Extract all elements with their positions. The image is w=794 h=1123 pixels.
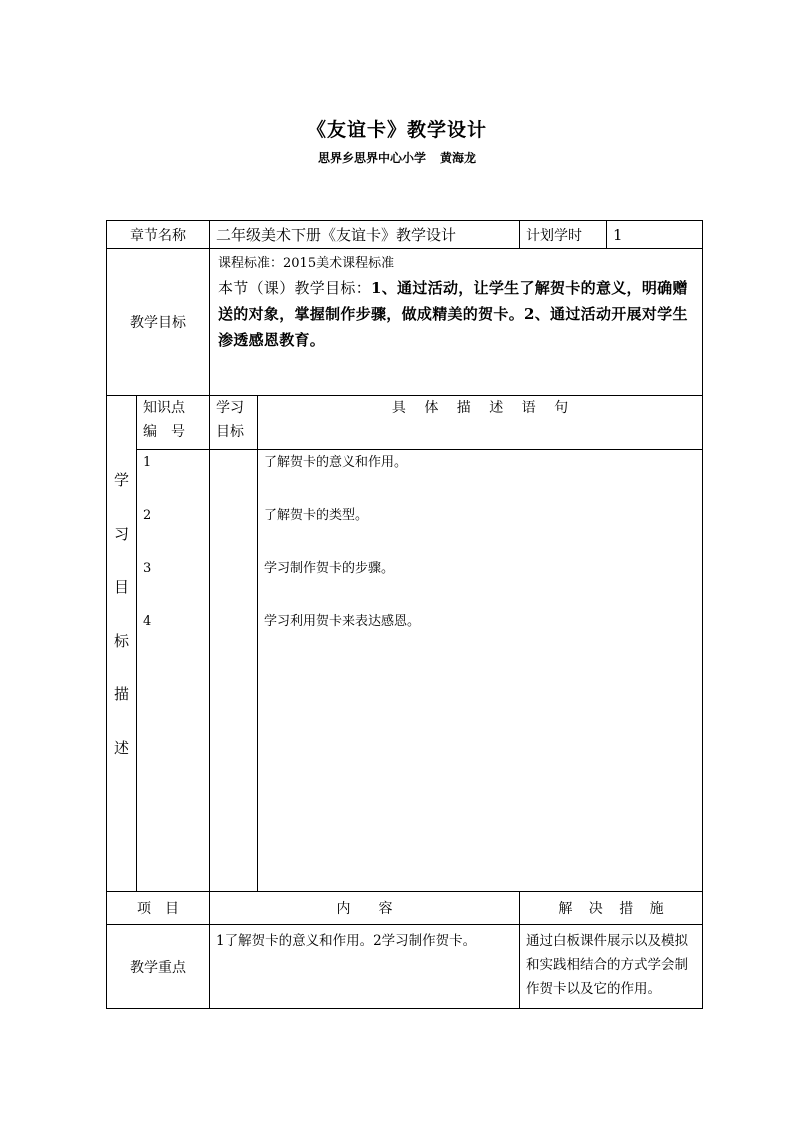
key-points-row	[107, 925, 703, 1009]
objectives-lead: 本节（课）教学目标：	[218, 279, 372, 297]
goal-column	[210, 450, 258, 892]
point-number: 1	[143, 455, 152, 470]
side-char: 习	[113, 524, 129, 543]
learning-body-row	[107, 450, 703, 892]
lesson-plan-table	[106, 220, 703, 1009]
point-number: 3	[143, 561, 152, 576]
content-header: 内 容	[210, 892, 520, 925]
school-name: 思界乡思界中心小学	[317, 151, 426, 165]
hours-label: 计划学时	[520, 221, 607, 249]
learning-side-label	[107, 396, 137, 892]
side-char: 标	[113, 631, 129, 650]
desc-header: 具 体 描 述 语 句	[258, 396, 703, 450]
hours-value: 1	[607, 221, 703, 249]
curriculum-standard: 课程标准：2015美术课程标准	[218, 256, 395, 271]
side-char: 学	[113, 471, 129, 489]
side-char: 述	[113, 738, 129, 757]
key-points-measure: 通过白板课件展示以及模拟和实践相结合的方式学会制作贺卡以及它的作用。	[520, 925, 703, 1009]
chapter-label: 章节名称	[107, 221, 210, 249]
descriptions	[258, 450, 703, 892]
learning-header-row	[107, 396, 703, 450]
item-header: 项 目	[107, 892, 210, 925]
point-header-line1: 知识点	[143, 400, 185, 416]
document-title: 《友谊卡》教学设计	[306, 119, 487, 141]
goal-header	[210, 396, 258, 450]
bottom-header-row	[107, 892, 703, 925]
point-header	[137, 396, 210, 450]
side-char: 描	[113, 685, 129, 703]
key-points-label: 教学重点	[107, 925, 210, 1009]
objectives-body: 1、通过活动，让学生了解贺卡的意义，明确赠送的对象，掌握制作步骤，做成精美的贺卡。2、通过活动开展对学生渗透感恩教育。	[218, 279, 688, 349]
objectives-text	[218, 275, 696, 353]
objectives-row	[107, 249, 703, 396]
description-item: 了解贺卡的意义和作用。	[264, 455, 408, 470]
chapter-row	[107, 221, 703, 249]
objectives-content	[210, 249, 703, 396]
description-item: 学习制作贺卡的步骤。	[264, 561, 395, 576]
measure-header: 解 决 措 施	[520, 892, 703, 925]
key-points-content: 1了解贺卡的意义和作用。2学习制作贺卡。	[210, 925, 520, 1009]
point-number: 4	[143, 614, 152, 629]
point-header-line2: 编 号	[143, 424, 185, 440]
chapter-value: 二年级美术下册《友谊卡》教学设计	[210, 221, 520, 249]
point-number: 2	[143, 508, 152, 523]
side-char: 目	[113, 578, 129, 596]
description-item: 了解贺卡的类型。	[264, 508, 369, 523]
description-item: 学习利用贺卡来表达感恩。	[264, 614, 421, 629]
point-numbers	[137, 450, 210, 892]
goal-header-line2: 目标	[216, 424, 244, 440]
goal-header-line1: 学习	[216, 400, 244, 416]
objectives-label: 教学目标	[107, 249, 210, 396]
author-name: 黄海龙	[440, 151, 477, 165]
document-subtitle	[0, 149, 794, 166]
